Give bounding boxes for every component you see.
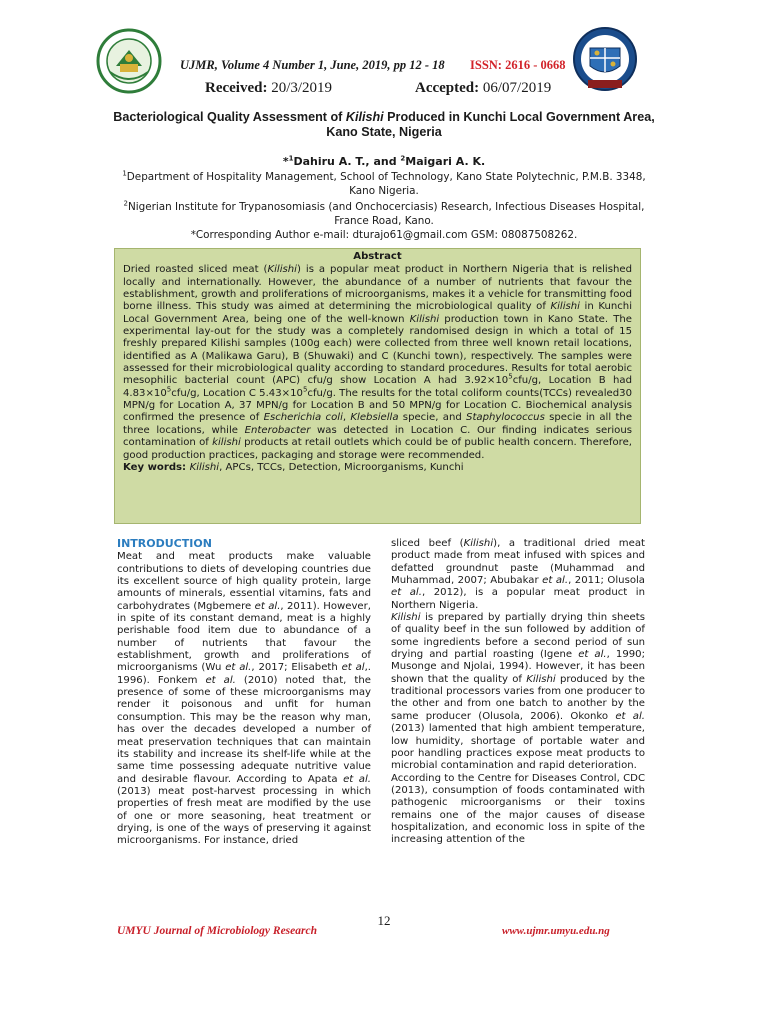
umaru-musa-yaradua-university-seal-icon	[96, 28, 162, 94]
abstract-box	[114, 248, 641, 524]
page-number: 12	[377, 913, 391, 928]
affiliation-2: $^2$Nigerian Institute for Trypanosomiasis (and Onchocerciasis) Research, Infectious Diseases Hospital, France Road, Kano.	[123, 199, 645, 227]
keywords: Key words: Kilishi, APCs, TCCs, Detection, Microorganisms, Kunchi	[123, 461, 464, 473]
corresponding-author: *Corresponding Author e-mail: dturajo61@gmail.com GSM: 08087508262.	[190, 229, 578, 241]
intro-paragraph-1-continued: sliced beef (Kilishi), a traditional dried meat product made from meat infused with spices and defatted groundnut paste (Muhammad and Muhammad, 2007; Abubakar et al., 2011; Olusola et al., 2012), is a popular meat product in Northern Nigeria.	[391, 538, 645, 611]
intro-paragraph-2: Kilishi is prepared by partially drying thin sheets of quality beef in the sun followed by addition of some ingredients before a second period of sun drying and partial roasting (Igene et al., 1990; Musonge and Njolai, 1994). However, it has been shown that the quality of Kilishi produced by the traditional processors varies from one producer to the other and from one batch to another by the same producer (Olusola, 2006). Okonko et al. (2013) lamented that high ambient temperature, low humidity, shortage of portable water and poor handling practices expose meat products to microbial contamination and rapid deterioration.	[391, 612, 646, 772]
author-list: *$^1$Dahiru A. T., and $^2$Maigari A. K.	[282, 154, 486, 168]
footer-website-link[interactable]: www.ujmr.umyu.edu.ng	[502, 925, 610, 937]
footer-journal-name: UMYU Journal of Microbiology Research	[117, 925, 317, 937]
column-left	[117, 538, 371, 848]
intro-paragraph-1: Meat and meat products make valuable contributions to diets of developing countries due its excellent source of high quality protein, large amounts of minerals, essential vitamins, fats and carbohydrates (Mgbemere et al., 2011). However, in spite of its constant demand, meat is a highly perishable food item due to abundance of a number of nutrients that favour the establishment, growth and proliferations of microorganisms (Wu et al., 2017; Elisabeth et al,. 1996). Fonkem et al. (2010) noted that, the presence of some of these microorganisms may render it poisonous and unfit for human consumption. This may be the reason why man, has over the decades developed a number of meat preservation techniques that can maintain its stability and increase its shelf-life while at the same time possessing adequate nutritive value and desirable flavour. According to Apata et al. (2013) meat post-harvest processing in which properties of fresh meat are modified by the use of one or more seasoning, heat treatment or drying, is one of the ways of preserving it against microorganisms. For instance, dried	[117, 551, 372, 847]
affiliation-1: $^1$Department of Hospitality Management, School of Technology, Kano State Polytechnic, P.M.B. 3348, Kano Nigeria.	[122, 169, 646, 197]
paper-title: Bacteriological Quality Assessment of Kilishi Produced in Kunchi Local Government Area, Kano State, Nigeria	[113, 110, 655, 139]
received-date: Received: 20/3/2019	[205, 80, 333, 96]
journal-citation-line	[180, 58, 580, 73]
abstract-body: Dried roasted sliced meat (Kilishi) is a popular meat product in Northern Nigeria that is relished locally and internationally. However, the abundance of a number of nutrients that favour the establishment, growth and proliferations of microorganisms, makes it a vehicle for transmitting food borne illness. This study was aimed at determining the microbiological quality of Kilishi in Kunchi Local Government Area, being one of the well-known Kilishi production town in Kano State. The experimental lay-out for the study was a completely randomised design in which a total of 15 freshly prepared Kilishi samples (100g each) were collected from three well known retail locations, identified as A (Malikawa Garu), B (Shuwaki) and C (Kunchi town), respectively. The samples were assessed for their microbiological quality according to standard procedures. Results for total aerobic mesophilic bacterial count (APC) cfu/g show Location A had $3.92\times 10^5cfu/g$, Location B had $4.83\times 10^5cfu/g$, Location C $5.43\times 10^5cfu/g$. The results for the total coliform counts(TCCs) revealed30 MPN/g for Location A, 37 MPN/g for Location B and 50 MPN/g for Location C. Biochemical analysis confirmed the presence of Escherichia coli, Klebsiella specie, and Staphylococcus specie in all the three locations, while Enterobacter was detected in Location C. Our finding indicates serious contamination of kilishi products at retail outlets which could be of public health concern. Therefore, good production practices, packaging and storage were recommended.	[123, 264, 633, 461]
column-right	[391, 538, 645, 847]
abstract-heading: Abstract	[353, 251, 402, 262]
dates-line	[205, 80, 585, 97]
intro-paragraph-3: According to the Centre for Diseases Control, CDC (2013), consumption of foods contaminated with pathogenic microorganisms or their toxins remains one of the major causes of disease hospitalization, and economic loss in spite of the increasing attention of the	[391, 772, 645, 846]
issn: ISSN: 2616 - 0668	[470, 58, 566, 72]
accepted-date: Accepted: 06/07/2019	[415, 80, 552, 96]
citation: UJMR, Volume 4 Number 1, June, 2019, pp 12 - 18	[180, 58, 445, 72]
introduction-heading: INTRODUCTION	[117, 537, 212, 550]
